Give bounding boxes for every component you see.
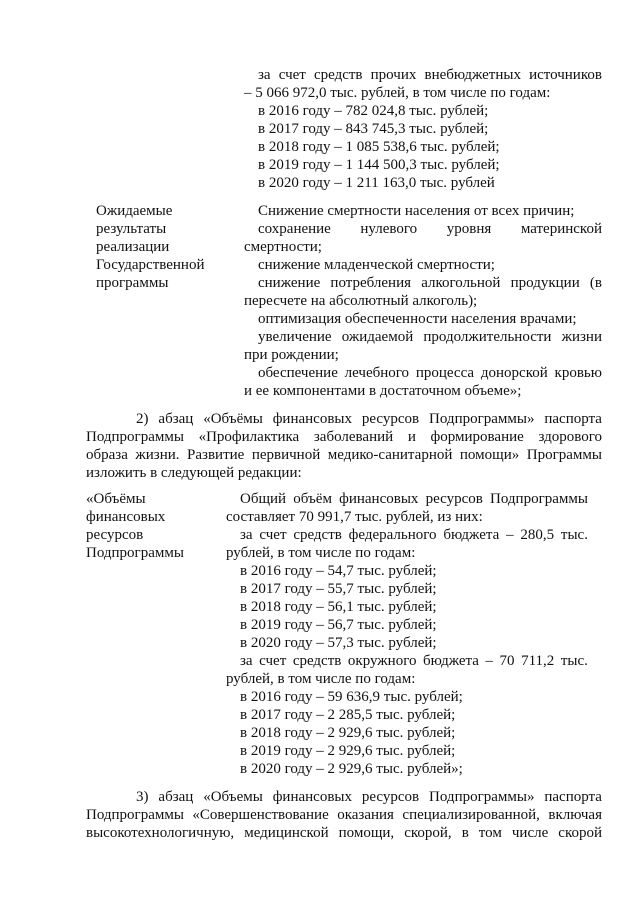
results-label-line: реализации <box>96 239 170 255</box>
funding-line: в 2020 году – 1 211 163,0 тыс. рублей <box>258 175 495 191</box>
results-line: и ее компонентами в достаточном объеме»; <box>244 383 522 399</box>
paragraph-2-line: изложить в следующей редакции: <box>86 465 302 481</box>
results-label-line: программы <box>96 275 169 291</box>
volumes-line: за счет средств федерального бюджета – 280,5 тыс. <box>240 527 588 543</box>
volumes-label-line: Подпрограммы <box>86 545 184 561</box>
results-line: снижение младенческой смертности; <box>258 257 495 273</box>
results-label-line: Государственной <box>96 257 205 273</box>
paragraph-2-line: 2) абзац «Объёмы финансовых ресурсов Подпрограммы» паспорта <box>136 411 602 427</box>
paragraph-3-line: 3) абзац «Объемы финансовых ресурсов Подпрограммы» паспорта <box>136 789 602 805</box>
funding-line: в 2017 году – 843 745,3 тыс. рублей; <box>258 121 489 137</box>
volumes-line: рублей, в том числе по годам: <box>226 671 416 687</box>
funding-line: – 5 066 972,0 тыс. рублей, в том числе по годам: <box>244 85 551 101</box>
funding-line: в 2018 году – 1 085 538,6 тыс. рублей; <box>258 139 500 155</box>
volumes-label-line: финансовых <box>86 509 166 525</box>
volumes-line: за счет средств окружного бюджета – 70 711,2 тыс. <box>240 653 588 669</box>
volumes-line: в 2017 году – 55,7 тыс. рублей; <box>240 581 437 597</box>
funding-line: в 2016 году – 782 024,8 тыс. рублей; <box>258 103 489 119</box>
volumes-line: в 2018 году – 56,1 тыс. рублей; <box>240 599 437 615</box>
results-line: сохранение нулевого уровня материнской <box>258 221 602 237</box>
volumes-line: в 2017 году – 2 285,5 тыс. рублей; <box>240 707 456 723</box>
volumes-label-line: «Объёмы <box>86 491 146 507</box>
paragraph-3-line: высокотехнологичную, медицинской помощи, скорой, в том числе скорой <box>86 825 602 841</box>
results-line: снижение потребления алкогольной продукции (в <box>258 275 602 291</box>
volumes-line: в 2019 году – 56,7 тыс. рублей; <box>240 617 437 633</box>
volumes-label-line: ресурсов <box>86 527 144 543</box>
volumes-line: в 2019 году – 2 929,6 тыс. рублей; <box>240 743 456 759</box>
volumes-line: составляет 70 991,7 тыс. рублей, из них: <box>226 509 483 525</box>
results-line: увеличение ожидаемой продолжительности жизни <box>258 329 602 345</box>
results-line: пересчете на абсолютный алкоголь); <box>244 293 478 309</box>
paragraph-3-line: Подпрограммы «Совершенствование оказания специализированной, включая <box>86 807 602 823</box>
paragraph-2-line: Подпрограммы «Профилактика заболеваний и формирование здорового <box>86 429 602 445</box>
funding-line: в 2019 году – 1 144 500,3 тыс. рублей; <box>258 157 500 173</box>
volumes-line: Общий объём финансовых ресурсов Подпрограммы <box>240 491 588 507</box>
results-label-line: Ожидаемые <box>96 203 173 219</box>
volumes-line: в 2020 году – 2 929,6 тыс. рублей»; <box>240 761 463 777</box>
results-line: Снижение смертности населения от всех причин; <box>258 203 575 219</box>
results-line: обеспечение лечебного процесса донорской кровью <box>258 365 602 381</box>
funding-line: за счет средств прочих внебюджетных источников <box>258 67 602 83</box>
volumes-line: в 2016 году – 59 636,9 тыс. рублей; <box>240 689 463 705</box>
volumes-line: рублей, в том числе по годам: <box>226 545 416 561</box>
results-line: при рождении; <box>244 347 339 363</box>
results-line: оптимизация обеспеченности населения врачами; <box>258 311 577 327</box>
results-line: смертности; <box>244 239 322 255</box>
volumes-line: в 2018 году – 2 929,6 тыс. рублей; <box>240 725 456 741</box>
paragraph-2-line: образа жизни. Развитие первичной медико-санитарной помощи» Программы <box>86 447 602 463</box>
volumes-line: в 2016 году – 54,7 тыс. рублей; <box>240 563 437 579</box>
results-label-line: результаты <box>96 221 167 237</box>
volumes-line: в 2020 году – 57,3 тыс. рублей; <box>240 635 437 651</box>
